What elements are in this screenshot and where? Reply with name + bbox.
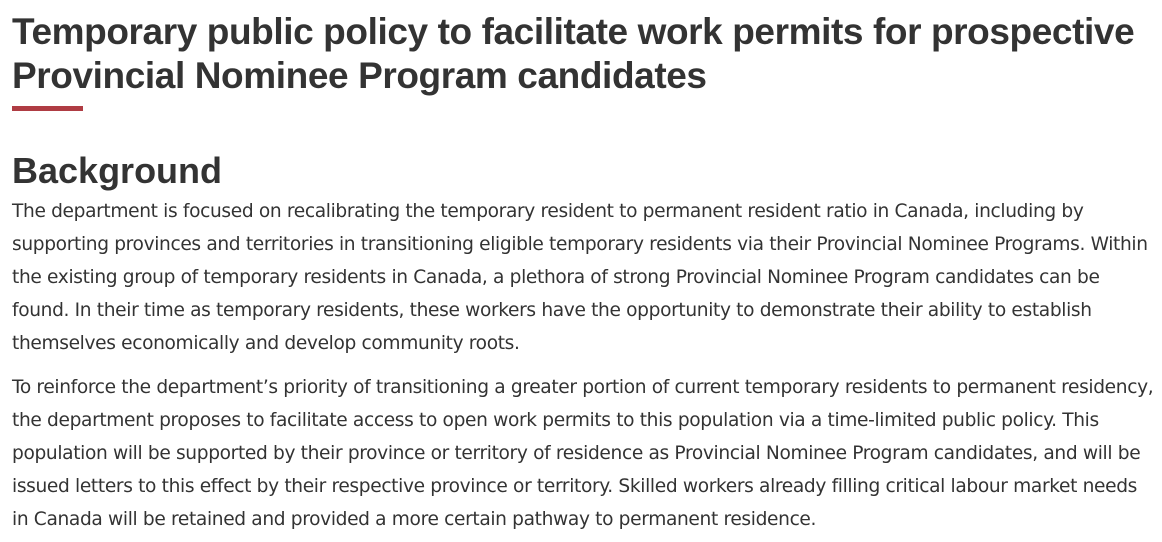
background-paragraph: The department is focused on recalibrating the temporary resident to permanent resident ratio in Canada, including by supporting provinces and territories in transitioning eligible temporary residents via their Provincial Nominee Programs. Within the existing group of temporary residents in Canada, a plethora of strong Provincial Nominee Program candidates can be found. In their time as temporary residents, these workers have the opportunity to demonstrate their ability to establish themselves economically and develop community roots. (12, 201, 1148, 354)
section-heading-background: Background (12, 150, 223, 191)
title-underline-accent (12, 106, 83, 111)
background-paragraph: To reinforce the department’s priority of transitioning a greater portion of current temporary residents to permanent residency, the department proposes to facilitate access to open work permits to this population via a time-limited public policy. This population will be supported by their province or territory of residence as Provincial Nominee Program candidates, and will be issued letters to this effect by their respective province or territory. Skilled workers already filling critical labour market needs in Canada will be retained and provided a more certain pathway to permanent residence. (12, 377, 1154, 530)
page-title: Temporary public policy to facilitate work permits for prospective Provincial Nominee Program candidates (12, 11, 1135, 96)
page-content (12, 0, 1154, 536)
